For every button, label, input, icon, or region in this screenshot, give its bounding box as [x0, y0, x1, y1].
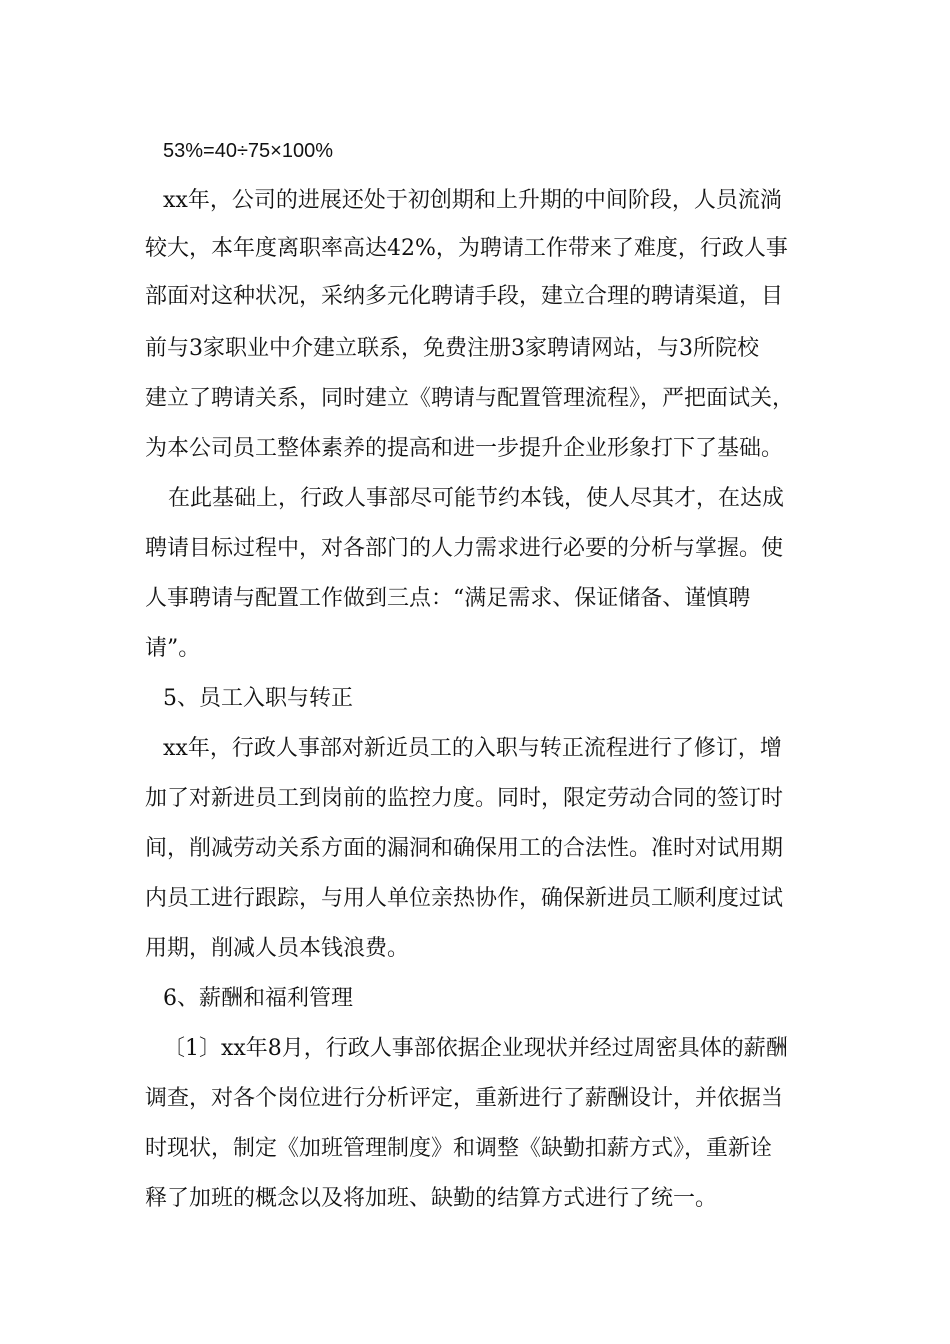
paragraph-line: 为本公司员工整体素养的提高和进一步提升企业形象打下了基础。 [145, 436, 784, 461]
paragraph-line: xx年，公司的进展还处于初创期和上升期的中间阶段，人员流淌 [163, 188, 782, 213]
formula-line: 53%=40÷75×100% [163, 140, 334, 162]
paragraph-line: 人事聘请与配置工作做到三点：“满足需求、保证储备、谨慎聘 [145, 586, 751, 611]
paragraph-line: 前与3家职业中介建立联系，免费注册3家聘请网站，与3所院校 [145, 336, 759, 361]
paragraph-line: 在此基础上，行政人事部尽可能节约本钱，使人尽其才，在达成 [168, 486, 785, 511]
paragraph-line: 时现状，制定《加班管理制度》和调整《缺勤扣薪方式》，重新诠 [145, 1136, 773, 1161]
paragraph-line: 释了加班的概念以及将加班、缺勤的结算方式进行了统一。 [145, 1186, 718, 1211]
paragraph-line: 部面对这种状况，采纳多元化聘请手段，建立合理的聘请渠道，目 [145, 284, 784, 309]
paragraph-line: 间，削减劳动关系方面的漏洞和确保用工的合法性。准时对试用期 [145, 836, 784, 861]
paragraph-line: 请”。 [145, 636, 201, 661]
paragraph-line: 调查，对各个岗位进行分析评定，重新进行了薪酬设计，并依据当 [145, 1086, 784, 1111]
paragraph-line: 内员工进行跟踪，与用人单位亲热协作，确保新进员工顺利度过试 [145, 886, 784, 911]
paragraph-line: 〔1〕xx年8月，行政人事部依据企业现状并经过周密具体的薪酬 [163, 1036, 788, 1061]
paragraph-line: 建立了聘请关系，同时建立《聘请与配置管理流程》，严把面试关， [145, 386, 795, 411]
paragraph-line: 聘请目标过程中，对各部门的人力需求进行必要的分析与掌握。使 [145, 536, 784, 561]
paragraph-line: 较大，本年度离职率高达42%，为聘请工作带来了难度，行政人事 [145, 236, 788, 261]
section-heading: 5、员工入职与转正 [163, 686, 353, 711]
section-heading: 6、薪酬和福利管理 [163, 986, 353, 1011]
paragraph-line: xx年，行政人事部对新近员工的入职与转正流程进行了修订，增 [163, 736, 782, 761]
paragraph-line: 加了对新进员工到岗前的监控力度。同时，限定劳动合同的签订时 [145, 786, 784, 811]
paragraph-line: 用期，削减人员本钱浪费。 [145, 936, 410, 961]
